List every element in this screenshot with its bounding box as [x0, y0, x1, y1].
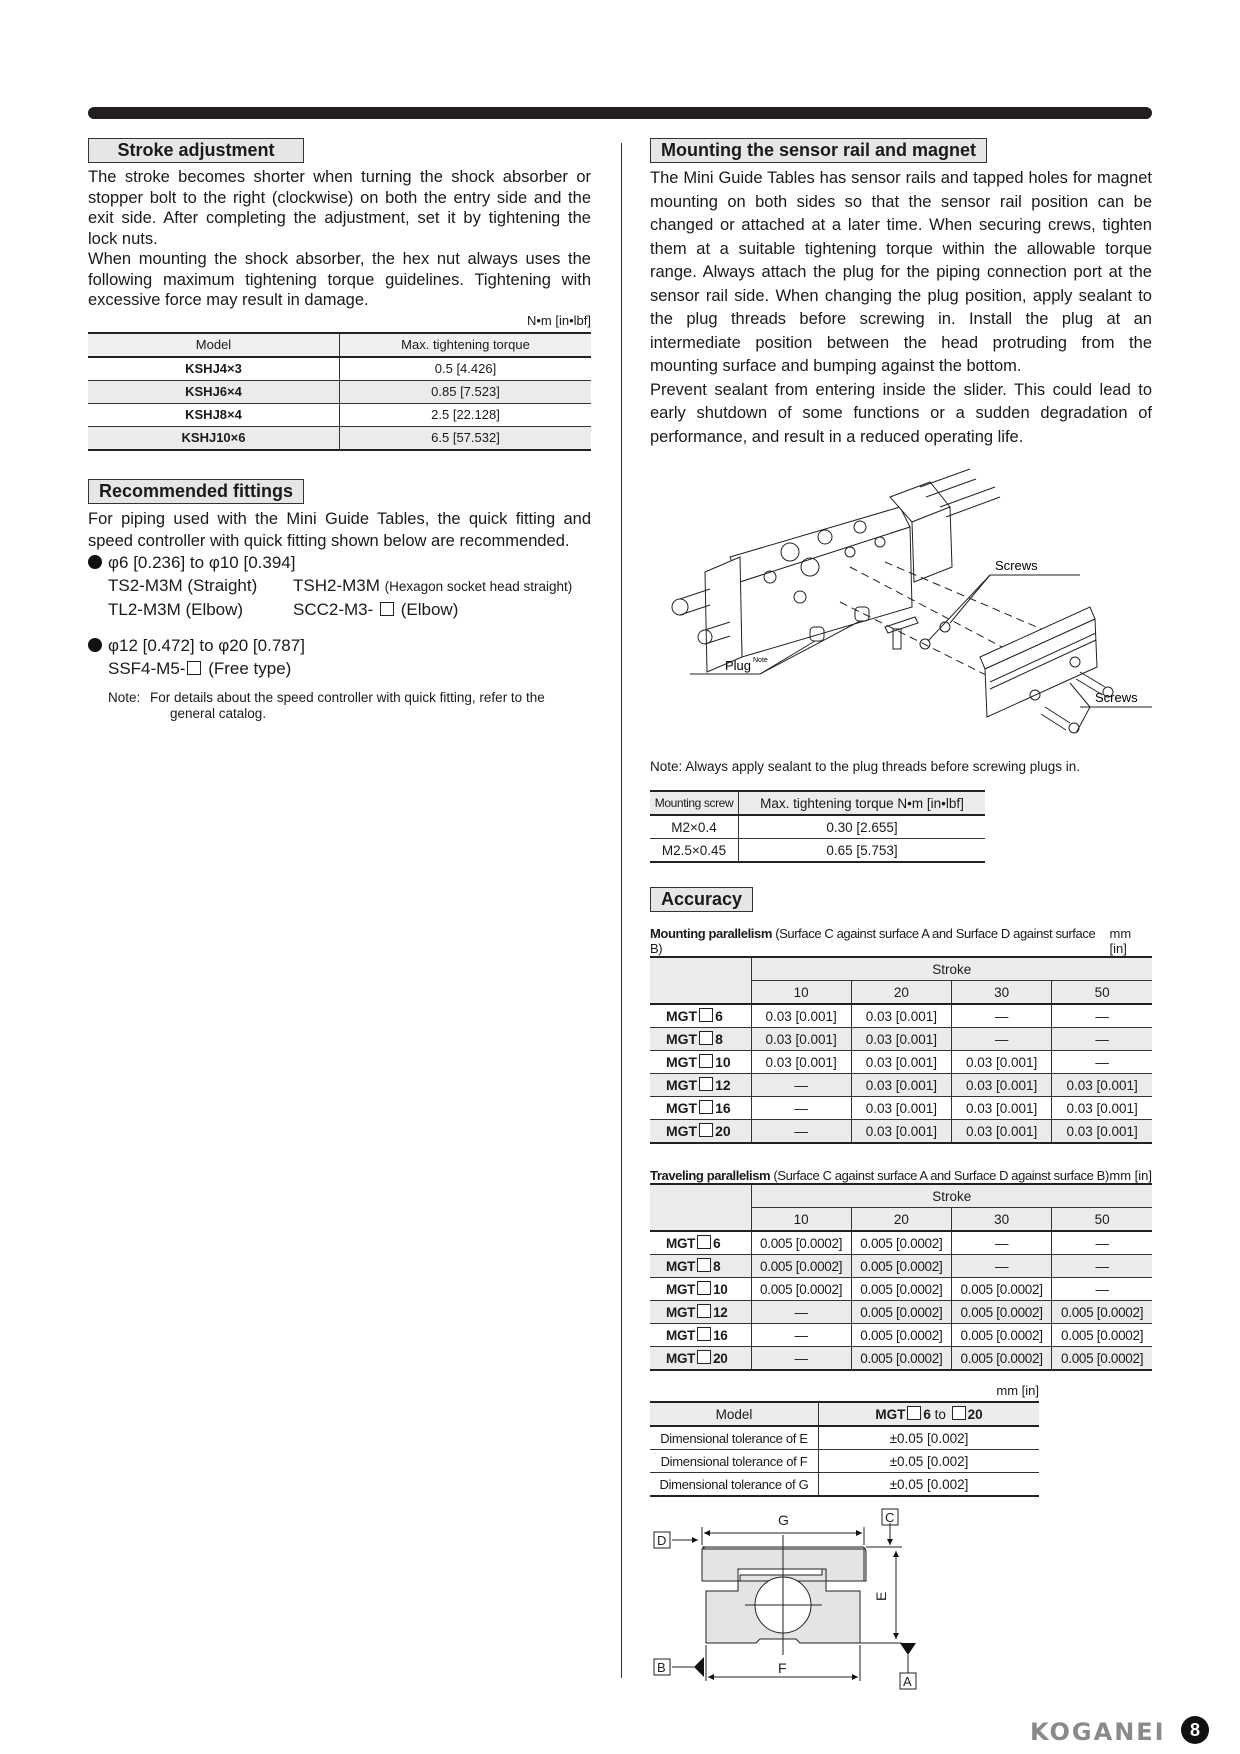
paragraph: Prevent sealant from entering inside the slider. This could lead to early shutdown of some functions or a sudden degradation of performance, and result in a reduced operating life. [650, 380, 1152, 446]
column-header: Mounting screw [650, 791, 739, 815]
cell-value: 0.03 [0.001] [952, 1120, 1052, 1144]
table-row [650, 1120, 1152, 1144]
placeholder-box-icon [699, 1100, 713, 1114]
label-plug: Plug [725, 658, 752, 673]
mounting-screw-torque-table [650, 790, 985, 863]
cell-model: MGT 6 [650, 1004, 751, 1028]
cell-value: 0.03 [0.001] [952, 1074, 1052, 1097]
recommended-fittings-section [88, 479, 591, 722]
cell-value: 0.005 [0.0002] [851, 1231, 951, 1255]
placeholder-box-icon [380, 602, 394, 616]
cell-value: 0.005 [0.0002] [851, 1255, 951, 1278]
section-title: Stroke adjustment [88, 138, 304, 163]
column-divider [621, 143, 622, 1678]
cell-model: MGT 12 [650, 1074, 751, 1097]
left-column [88, 138, 591, 722]
placeholder-box-icon [697, 1235, 711, 1249]
table-row [650, 1097, 1152, 1120]
cell-model: KSHJ10×6 [88, 426, 340, 450]
table-row [88, 403, 591, 426]
size-range: φ6 [0.236] to φ10 [0.394] [108, 552, 296, 572]
paragraph: The Mini Guide Tables has sensor rails and tapped holes for magnet mounting on both sides so that the sensor rail position can be changed or attached at a later time. When securing crews, tighten them at a suitable tightening torque within the allowable torque range. Always attach the plug for the piping connection port at the sensor rail side. When changing the plug position, apply sealant to the plug threads before screwing in. Install the plug at an intermediate position between the head protruding from the mounting surface and bumping against the bottom. [650, 169, 1152, 375]
cell-model: MGT 20 [650, 1120, 751, 1144]
table-row [88, 357, 591, 381]
section-title: Mounting the sensor rail and magnet [650, 138, 987, 163]
placeholder-box-icon [697, 1327, 711, 1341]
table-row [88, 426, 591, 450]
cell-value: — [751, 1347, 851, 1371]
dim-label-e: E [873, 1591, 889, 1601]
table-row [650, 1074, 1152, 1097]
figure-caption: Note: Always apply sealant to the plug threads before screwing plugs in. [650, 759, 1081, 774]
cell-value: 0.03 [0.001] [851, 1097, 951, 1120]
cell-model: MGT 16 [650, 1324, 751, 1347]
column-header: Max. tightening torque N•m [in•lbf] [739, 791, 986, 815]
sensor-rail-section [650, 138, 1152, 863]
column-header: 50 [1052, 1208, 1152, 1232]
dim-label-g: G [778, 1512, 789, 1528]
cell-value: 0.005 [0.0002] [851, 1301, 951, 1324]
column-header: 30 [952, 981, 1052, 1005]
stroke-adjustment-section [88, 138, 591, 451]
table-row [650, 1255, 1152, 1278]
cell-value: 0.03 [0.001] [851, 1028, 951, 1051]
column-header: Max. tightening torque [340, 333, 592, 357]
label-plug-note: Note [753, 657, 768, 664]
placeholder-box-icon [697, 1304, 711, 1318]
cell-model: KSHJ8×4 [88, 403, 340, 426]
cell-value: 0.005 [0.0002] [952, 1278, 1052, 1301]
cell-value: 0.005 [0.0002] [851, 1278, 951, 1301]
brand-logo: KOGANEI [1030, 1718, 1166, 1746]
dim-label-f: F [778, 1660, 787, 1676]
fitting-row [88, 574, 591, 598]
cell-value: — [952, 1255, 1052, 1278]
mounting-parallelism-heading: Mounting parallelism (Surface C against surface A and Surface D against surface B) mm [in] [650, 926, 1152, 956]
page-number: 8 [1181, 1716, 1209, 1744]
section-title: Accuracy [650, 887, 753, 912]
placeholder-box-icon [699, 1008, 713, 1022]
cell-value: 0.005 [0.0002] [1052, 1347, 1152, 1371]
cell-value: 0.005 [0.0002] [851, 1347, 951, 1371]
cell-value: — [1052, 1278, 1152, 1301]
cell-model: MGT 8 [650, 1255, 751, 1278]
cell-value: 6.5 [57.532] [340, 426, 592, 450]
cell-model: KSHJ6×4 [88, 380, 340, 403]
table-row: Dimensional tolerance of G ±0.05 [0.002] [650, 1473, 1039, 1497]
cell-value: — [1052, 1255, 1152, 1278]
fitting-item: TSH2-M3M (Hexagon socket head straight) [293, 575, 573, 595]
placeholder-box-icon [952, 1406, 966, 1420]
cell-value: 0.5 [4.426] [340, 357, 592, 381]
units-label: mm [in] [1109, 926, 1132, 956]
footnote: Note: For details about the speed controller with quick fitting, refer to the general catalog. [108, 689, 545, 721]
size-range: φ12 [0.472] to φ20 [0.787] [108, 635, 305, 655]
table-row [650, 1347, 1152, 1371]
table-row [650, 1028, 1152, 1051]
column-header: 50 [1052, 981, 1152, 1005]
column-header: Model [88, 333, 340, 357]
cell-value: 2.5 [22.128] [340, 403, 592, 426]
cell-value: 0.03 [0.001] [851, 1074, 951, 1097]
cell-value: 0.005 [0.0002] [1052, 1301, 1152, 1324]
cell-value: 0.005 [0.0002] [1052, 1324, 1152, 1347]
cell-value: 0.005 [0.0002] [851, 1324, 951, 1347]
table-row [650, 1004, 1152, 1028]
paragraph: For piping used with the Mini Guide Tables, the quick fitting and speed controller with quick fitting shown below are recommended. [88, 509, 591, 550]
units-label: mm [in] [1109, 1168, 1152, 1183]
fitting-item: TS2-M3M (Straight) [108, 575, 258, 595]
column-header: 10 [751, 1208, 851, 1232]
column-group-header: Stroke [751, 1184, 1152, 1208]
traveling-parallelism-heading: Traveling parallelism (Surface C against surface A and Surface D against surface B) mm [in] [650, 1168, 1152, 1183]
placeholder-box-icon [699, 1123, 713, 1137]
traveling-parallelism-table [650, 1183, 1152, 1371]
label-screws: Screws [995, 558, 1038, 573]
cell-model: MGT 10 [650, 1051, 751, 1074]
cell-value: — [1052, 1231, 1152, 1255]
cell-value: — [952, 1028, 1052, 1051]
table-row [650, 1301, 1152, 1324]
exploded-view-illustration [650, 457, 1152, 757]
column-header: 20 [851, 981, 951, 1005]
column-group-header: Stroke [751, 957, 1152, 981]
cell-value: — [1052, 1028, 1152, 1051]
table-row [650, 1051, 1152, 1074]
cell-model: MGT 20 [650, 1347, 751, 1371]
cell-value: — [1052, 1051, 1152, 1074]
cell-model: MGT 8 [650, 1028, 751, 1051]
cell-value: 0.03 [0.001] [851, 1004, 951, 1028]
placeholder-box-icon [699, 1031, 713, 1045]
paragraph: When mounting the shock absorber, the hex nut always uses the following maximum tightening torque guidelines. Tightening with excessive force may result in damage. [88, 250, 591, 309]
placeholder-box-icon [907, 1406, 921, 1420]
placeholder-box-icon [697, 1281, 711, 1295]
placeholder-box-icon [697, 1350, 711, 1364]
table-row [650, 1324, 1152, 1347]
right-column [650, 138, 1152, 1710]
cell-model: MGT 6 [650, 1231, 751, 1255]
cell-value: 0.005 [0.0002] [751, 1278, 851, 1301]
cell-value: 0.005 [0.0002] [952, 1301, 1052, 1324]
cell-value: 0.03 [0.001] [751, 1051, 851, 1074]
cross-section-diagram [650, 1505, 950, 1705]
cell-value: — [751, 1097, 851, 1120]
cell-value: — [952, 1004, 1052, 1028]
label-screws: Screws [1095, 690, 1138, 705]
cell-value: — [751, 1120, 851, 1144]
datum-label-d: D [657, 1533, 667, 1548]
cell-value: 0.005 [0.0002] [751, 1255, 851, 1278]
bullet-icon [88, 638, 102, 652]
cell-value: — [952, 1231, 1052, 1255]
cell-value: 0.03 [0.001] [751, 1028, 851, 1051]
cell-value: 0.03 [0.001] [851, 1120, 951, 1144]
column-header: MGT 6 to 20 [819, 1402, 1040, 1426]
header-rule [88, 107, 1152, 119]
paragraph: The stroke becomes shorter when turning the shock absorber or stopper bolt to the right (clockwise) on both the entry side and the exit side. After completing the adjustment, set it by tightening the lock nuts. [88, 168, 591, 248]
sensor-rail-exploded-diagram [650, 457, 1152, 757]
table-row: M2.5×0.45 0.65 [5.753] [650, 839, 985, 863]
table-row [650, 1231, 1152, 1255]
fitting-row [88, 598, 591, 621]
dimensional-tolerance-table [650, 1401, 1039, 1497]
cell-value: 0.03 [0.001] [1052, 1097, 1152, 1120]
cell-value: — [751, 1324, 851, 1347]
accuracy-section [650, 887, 1152, 1710]
fitting-item: SCC2-M3- (Elbow) [293, 599, 459, 619]
datum-label-c: C [885, 1510, 895, 1525]
fitting-item: TL2-M3M (Elbow) [108, 599, 244, 619]
units-label: mm [in] [996, 1383, 1039, 1398]
placeholder-box-icon [699, 1077, 713, 1091]
column-header: 20 [851, 1208, 951, 1232]
datum-label-b: B [657, 1660, 666, 1675]
cell-value: 0.005 [0.0002] [952, 1324, 1052, 1347]
cell-value: 0.03 [0.001] [952, 1097, 1052, 1120]
table-row [650, 1278, 1152, 1301]
cell-value: 0.85 [7.523] [340, 380, 592, 403]
cell-value: 0.03 [0.001] [952, 1051, 1052, 1074]
cell-value: — [1052, 1004, 1152, 1028]
fitting-item: SSF4-M5- (Free type) [108, 658, 292, 678]
cell-value: 0.03 [0.001] [751, 1004, 851, 1028]
placeholder-box-icon [697, 1258, 711, 1272]
cell-model: MGT 10 [650, 1278, 751, 1301]
cell-value: 0.005 [0.0002] [952, 1347, 1052, 1371]
cell-model: MGT 16 [650, 1097, 751, 1120]
table-row: M2×0.4 0.30 [2.655] [650, 815, 985, 839]
cell-model: KSHJ4×3 [88, 357, 340, 381]
cell-value: — [751, 1074, 851, 1097]
cell-value: 0.03 [0.001] [1052, 1120, 1152, 1144]
placeholder-box-icon [699, 1054, 713, 1068]
column-header: 10 [751, 981, 851, 1005]
fitting-group-2 [88, 635, 591, 657]
cell-value: 0.005 [0.0002] [751, 1231, 851, 1255]
cell-value: 0.03 [0.001] [1052, 1074, 1152, 1097]
table-row: Dimensional tolerance of E ±0.05 [0.002] [650, 1426, 1039, 1450]
cell-model: MGT 12 [650, 1301, 751, 1324]
column-header: Model [650, 1402, 819, 1426]
units-label: N•m [in•lbf] [526, 312, 591, 328]
datum-label-a: A [903, 1674, 912, 1689]
bullet-icon [88, 555, 102, 569]
table-row [88, 380, 591, 403]
placeholder-box-icon [187, 661, 201, 675]
mounting-parallelism-table [650, 956, 1152, 1144]
column-header: 30 [952, 1208, 1052, 1232]
cell-value: 0.03 [0.001] [851, 1051, 951, 1074]
cell-value: — [751, 1301, 851, 1324]
torque-table [88, 332, 591, 451]
table-row: Dimensional tolerance of F ±0.05 [0.002] [650, 1450, 1039, 1473]
fitting-row [88, 657, 591, 680]
section-title: Recommended fittings [88, 479, 304, 504]
fitting-group-1 [88, 552, 591, 574]
